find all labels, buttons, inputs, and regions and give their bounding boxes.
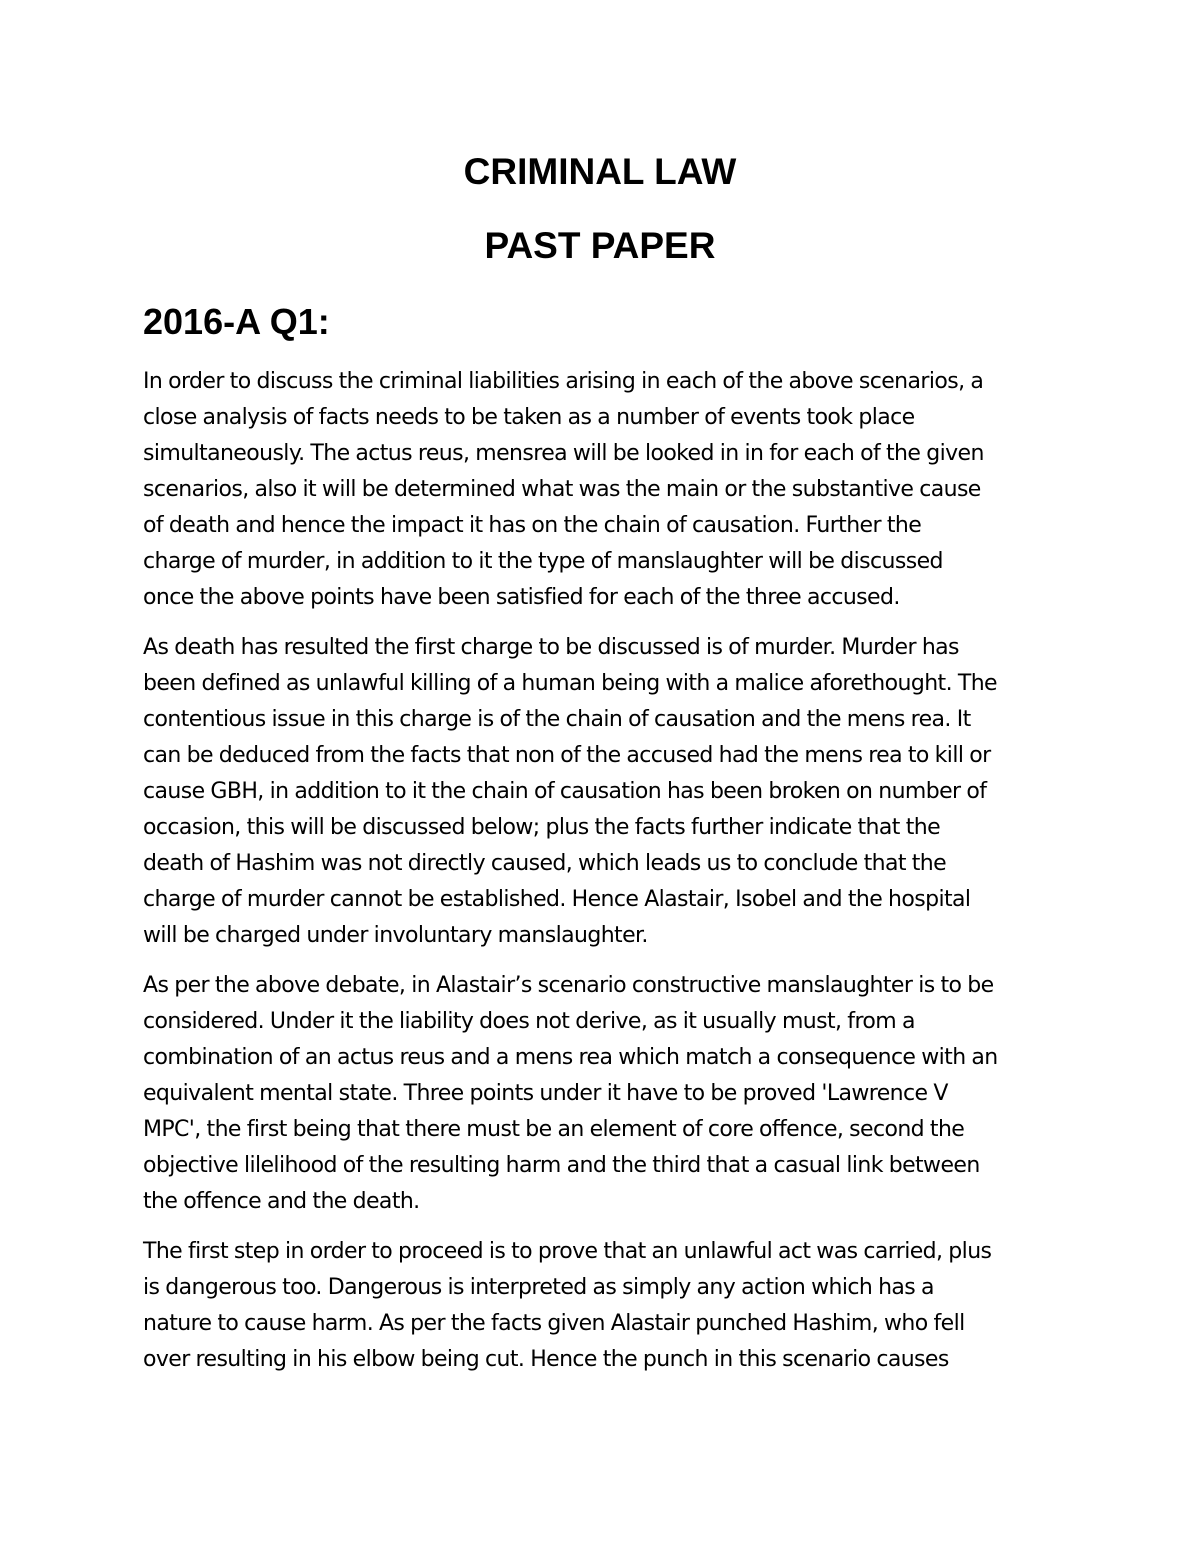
paragraph-line: charge of murder, in addition to it the type of manslaughter will be discussed — [143, 549, 943, 574]
paragraph-line: As per the above debate, in Alastair’s scenario constructive manslaughter is to be — [143, 973, 994, 998]
paragraph-line: cause GBH, in addition to it the chain of causation has been broken on number of — [143, 779, 987, 804]
paragraph — [143, 968, 1103, 1220]
paragraph-line: over resulting in his elbow being cut. Hence the punch in this scenario causes — [143, 1347, 949, 1372]
paragraph-line: objective lilelihood of the resulting harm and the third that a casual link between — [143, 1153, 980, 1178]
paragraph-line: contentious issue in this charge is of the chain of causation and the mens rea. It — [143, 707, 971, 732]
paragraph-line: nature to cause harm. As per the facts given Alastair punched Hashim, who fell — [143, 1311, 965, 1336]
paragraph-line: the offence and the death. — [143, 1189, 420, 1214]
question-heading: 2016-A Q1: — [143, 301, 330, 342]
document-subtitle: PAST PAPER — [484, 225, 716, 266]
paragraph — [143, 630, 1103, 954]
paragraph-line: close analysis of facts needs to be taken as a number of events took place — [143, 405, 915, 430]
paragraph-line: combination of an actus reus and a mens rea which match a consequence with an — [143, 1045, 998, 1070]
paragraph-line: will be charged under involuntary manslaughter. — [143, 923, 648, 948]
paragraph-line: considered. Under it the liability does not derive, as it usually must, from a — [143, 1009, 915, 1034]
paragraph-line: can be deduced from the facts that non of the accused had the mens rea to kill or — [143, 743, 991, 768]
paragraph-line: been defined as unlawful killing of a human being with a malice aforethought. The — [143, 671, 997, 696]
document-title: CRIMINAL LAW — [463, 151, 737, 192]
paragraph-line: scenarios, also it will be determined what was the main or the substantive cause — [143, 477, 981, 502]
paragraph-line: In order to discuss the criminal liabilities arising in each of the above scenarios, a — [143, 369, 984, 394]
paragraph-line: MPC', the first being that there must be an element of core offence, second the — [143, 1117, 965, 1142]
paragraph-line: occasion, this will be discussed below; plus the facts further indicate that the — [143, 815, 941, 840]
paragraph-line: The first step in order to proceed is to prove that an unlawful act was carried, plus — [143, 1239, 992, 1264]
paragraph-line: once the above points have been satisfied for each of the three accused. — [143, 585, 900, 610]
paragraph-line: As death has resulted the first charge to be discussed is of murder. Murder has — [143, 635, 959, 660]
document-body — [143, 364, 1103, 1392]
paragraph — [143, 364, 1103, 616]
paragraph-line: charge of murder cannot be established. Hence Alastair, Isobel and the hospital — [143, 887, 971, 912]
paragraph-line: simultaneously. The actus reus, mensrea will be looked in in for each of the given — [143, 441, 984, 466]
paragraph — [143, 1234, 1103, 1378]
paragraph-line: is dangerous too. Dangerous is interpreted as simply any action which has a — [143, 1275, 934, 1300]
paragraph-line: of death and hence the impact it has on the chain of causation. Further the — [143, 513, 922, 538]
paragraph-line: death of Hashim was not directly caused, which leads us to conclude that the — [143, 851, 947, 876]
paragraph-line: equivalent mental state. Three points under it have to be proved 'Lawrence V — [143, 1081, 948, 1106]
